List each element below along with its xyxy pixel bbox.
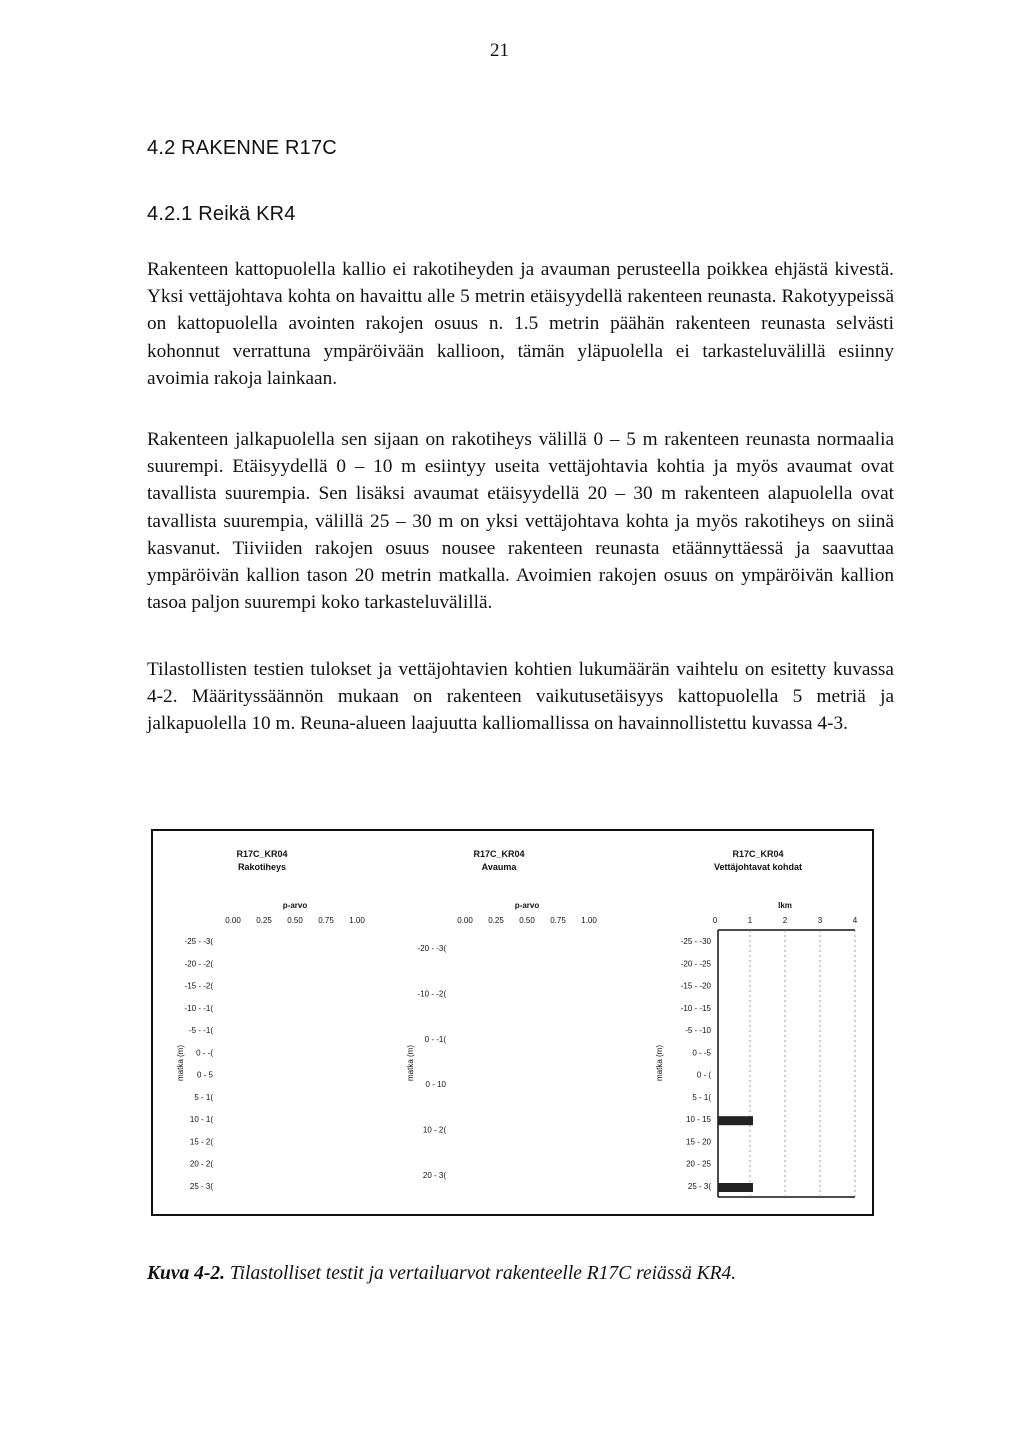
y-axis-label: matka (m) — [406, 1045, 415, 1081]
x-tick-label: 1 — [747, 916, 753, 925]
y-axis-label: matka (m) — [176, 1045, 185, 1081]
panel-subtitle: Rakotiheys — [237, 862, 287, 872]
row-label: 15 - 2( — [189, 1137, 213, 1147]
row-label: -15 - -2( — [184, 981, 213, 991]
row-label: -10 - -1( — [184, 1003, 213, 1013]
row-label: -5 - -10 — [685, 1026, 711, 1036]
row-label: 25 - 3( — [189, 1182, 213, 1191]
x-tick-label: 4 — [852, 916, 858, 925]
body-paragraph: Rakenteen kattopuolella kallio ei rakotiheyden ja avauman perusteella poikkea ehjästä kivestä. Yksi vettäjohtava kohta on havaittu alle 5 metrin etäisyydellä rakenteen reunasta. Rakotyypeissä on kattopuolella avointen rakojen osuus n. 1.5 metrin päähän rakenteen reunasta selvästi kohonnut verrattuna ympäröivään kallioon, tämän yläpuolella ei tarkasteluvälillä esiinny avoimia rakoja lainkaan. — [147, 259, 894, 389]
x-tick-label: 0.00 — [457, 916, 473, 925]
panel-title: R17C_KR04 — [732, 849, 784, 859]
row-label: 20 - 25 — [686, 1159, 711, 1169]
x-tick-label: 0.50 — [287, 916, 303, 925]
row-label: 10 - 2( — [422, 1125, 446, 1135]
row-label: -20 - -25 — [680, 959, 711, 969]
x-tick-label: 0.75 — [318, 916, 334, 925]
section-heading: 4.2 RAKENNE R17C — [147, 137, 337, 159]
row-label: -20 - -3( — [417, 944, 446, 953]
figure-statistical-tests — [151, 829, 874, 1216]
panel-subtitle: Avauma — [481, 862, 517, 872]
body-paragraph: Tilastollisten testien tulokset ja vettäjohtavien kohtien lukumäärän vaihtelu on esitetty kuvassa 4-2. Määrityssäännön mukaan on rakenteen vaikutusetäisyys kattopuolella 5 metriä ja jalkapuolella 10 m. Reuna-alueen laajuutta kalliomallissa on havainnollistettu kuvassa 4-3. — [147, 659, 894, 735]
x-tick-label: 1.00 — [581, 916, 597, 925]
row-label: 0 - 5 — [196, 1070, 213, 1080]
row-label: -10 - -2( — [417, 989, 446, 999]
row-label: 0 - -( — [196, 1048, 213, 1058]
row-label: -15 - -20 — [680, 981, 711, 991]
x-tick-label: 1.00 — [349, 916, 365, 925]
x-axis-title: lkm — [778, 901, 792, 910]
x-axis-title: p-arvo — [282, 901, 308, 910]
count-bar — [718, 1116, 753, 1125]
row-label: 5 - 1( — [692, 1092, 711, 1102]
row-label: 0 - ( — [696, 1070, 711, 1080]
figure-caption — [147, 1263, 736, 1285]
x-tick-label: 0.00 — [225, 916, 241, 925]
row-label: 10 - 1( — [189, 1115, 213, 1125]
row-label: -5 - -1( — [189, 1026, 213, 1036]
panel-subtitle: Vettäjohtavat kohdat — [713, 862, 803, 872]
x-tick-label: 3 — [817, 916, 823, 925]
row-label: 0 - 10 — [425, 1080, 446, 1090]
y-axis-label: matka (m) — [655, 1045, 664, 1081]
row-label: -25 - -3( — [184, 937, 213, 946]
x-tick-label: 0.25 — [256, 916, 272, 925]
row-label: 15 - 20 — [686, 1137, 711, 1147]
row-label: 0 - -1( — [424, 1034, 446, 1044]
caption-label: Kuva 4-2. — [147, 1263, 225, 1284]
x-tick-label: 0.50 — [519, 916, 535, 925]
panel-title: R17C_KR04 — [236, 849, 288, 859]
row-label: 25 - 3( — [687, 1182, 711, 1191]
row-label: 5 - 1( — [194, 1092, 213, 1102]
subsection-heading: 4.2.1 Reikä KR4 — [147, 203, 296, 225]
page-number: 21 — [490, 40, 509, 61]
x-tick-label: 0 — [712, 916, 718, 925]
row-label: -20 - -2( — [184, 959, 213, 969]
row-label: 20 - 2( — [189, 1159, 213, 1169]
row-label: 20 - 3( — [422, 1171, 446, 1180]
x-axis-title: p-arvo — [514, 901, 540, 910]
body-paragraph: Rakenteen jalkapuolella sen sijaan on rakotiheys välillä 0 – 5 m rakenteen reunasta normaalia suurempi. Etäisyydellä 0 – 10 m esiintyy useita vettäjohtavia kohtia ja myös avaumat ovat tavallista suurempia. Sen lisäksi avaumat etäisyydellä 20 – 30 m rakenteen alapuolella ovat tavallista suurempia, välillä 25 – 30 m on yksi vettäjohtava kohta ja myös rakotiheys on siinä kasvanut. Tiiviiden rakojen osuus nousee rakenteen reunasta etäännyttäessä ja saavuttaa ympäröivän kallion tason 20 metrin matkalla. Avoimien rakojen osuus on ympäröivän kallion tasoa paljon suurempi koko tarkasteluvälillä. — [147, 429, 894, 614]
x-tick-label: 0.25 — [488, 916, 504, 925]
caption-text: Tilastolliset testit ja vertailuarvot rakenteelle R17C reiässä KR4. — [229, 1263, 737, 1284]
row-label: 10 - 15 — [686, 1115, 711, 1125]
row-label: -10 - -15 — [680, 1003, 711, 1013]
panel-title: R17C_KR04 — [473, 849, 525, 859]
count-bar — [718, 1183, 753, 1192]
figure-panels — [153, 831, 872, 1214]
x-tick-label: 2 — [782, 916, 788, 925]
x-tick-label: 0.75 — [550, 916, 566, 925]
row-label: 0 - -5 — [692, 1048, 711, 1058]
row-label: -25 - -30 — [680, 937, 711, 946]
